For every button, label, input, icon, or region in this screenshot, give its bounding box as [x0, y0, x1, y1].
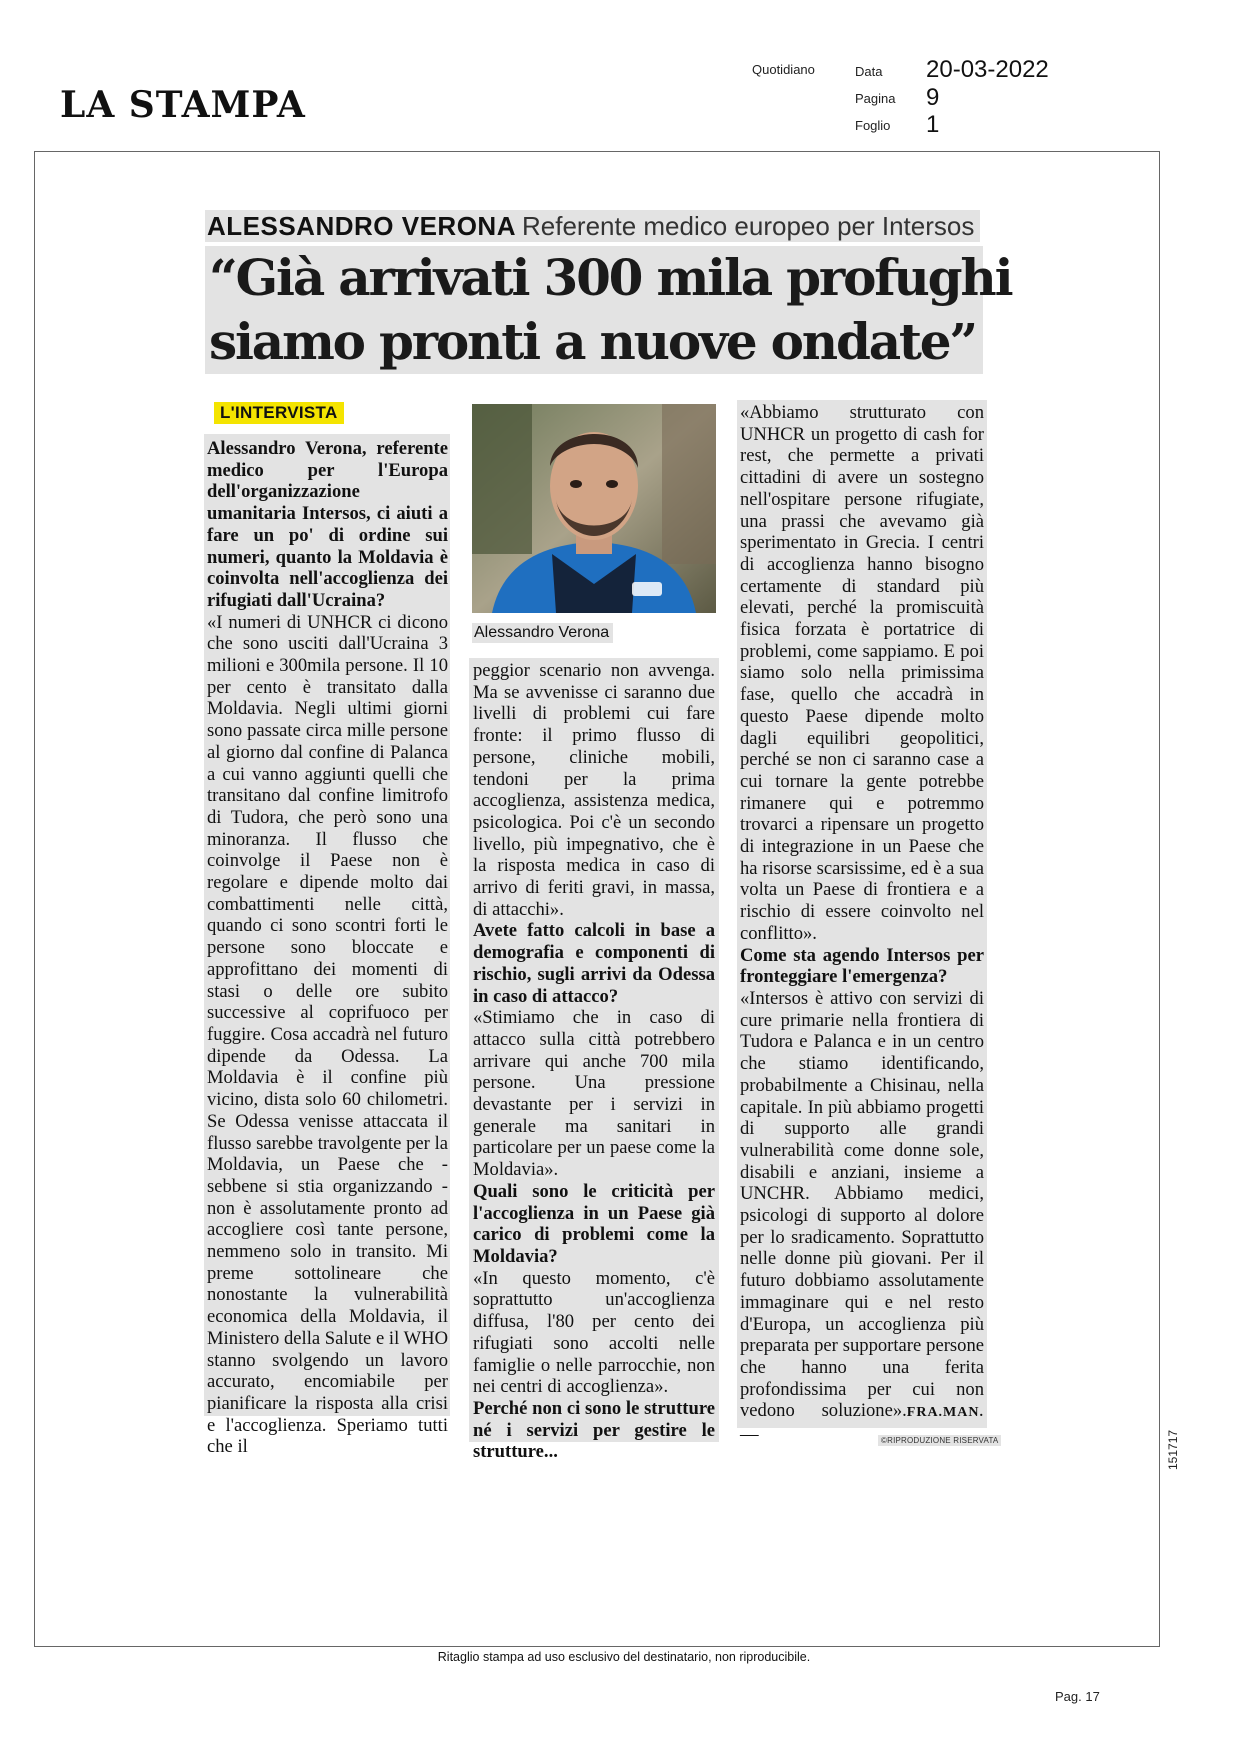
article-column-1 — [204, 434, 450, 1458]
answer-1: «I numeri di UNHCR ci dicono che sono usciti dall'Ucraina 3 milioni e 300mila persone. Il 10 per cento è transitato dalla Moldavia. Negli ultimi giorni sono passate circa mille persone al giorno dal confine di Palanca a cui vanno aggiunti quelli che transitano dal confine limitrofo di Tudora, che però sono una minoranza. Il flusso che coinvolge il Paese non è regolare e dipende molto dai combattimenti nelle città, quando ci sono scontri forti le persone sono bloccate e approfittano dei momenti di stasi o delle ore subito successive al coprifuoco per fuggire. Cosa accadrà nel futuro dipende da Odessa. La Moldavia è il confine più vicino, dista solo 60 chilometri. Se Odessa venisse attaccata il flusso sarebbe travolgente per la Moldavia, un Paese che - sebbene si stia organizzando - non è assolutamente pronto ad accogliere così tante persone, nemmeno solo in transito. Mi preme sottolineare che nonostante la vulnerabilità economica della Moldavia, il Ministero della Salute e il WHO stanno svolgendo un lavoro accurato, encomiabile per pianificare la risposta alla crisi e l'accoglienza. Speriamo tutti che il — [207, 611, 448, 1458]
answer-5-block — [740, 988, 984, 1446]
sheet-label: Foglio — [855, 118, 891, 133]
copyright-notice: ©RIPRODUZIONE RISERVATA — [878, 1435, 1001, 1446]
clipping-notice: Ritaglio stampa ad uso esclusivo del destinatario, non riproducibile. — [437, 1650, 811, 1664]
article-kicker — [205, 210, 980, 242]
publication-type: Quotidiano — [752, 62, 815, 77]
author-signature: FRA.MAN. — [906, 1405, 984, 1421]
page-number: Pag. 17 — [1055, 1689, 1100, 1704]
kicker-name: ALESSANDRO VERONA — [207, 210, 516, 241]
portrait-photo — [472, 404, 716, 613]
article-headline — [205, 246, 1012, 374]
date-value: 20-03-2022 — [926, 56, 1049, 83]
page-value: 9 — [926, 84, 940, 111]
page-label: Pagina — [855, 91, 896, 106]
answer-5: «Intersos è attivo con servizi di cure primarie nella frontiera di Tudora e Palanca e in un centro che stiamo identificando, probabilmente a Chisinau, nella capitale. In più abbiamo progetti di supporto alle grandi vulnerabilità come donne sole, disabili e anziani, insieme a UNCHR. Abbiamo medici, psicologi di supporto al dolore per lo sradicamento. Soprattutto nelle donne più giovani. Per il futuro dobbiamo assolutamente immaginare qui e nel resto d'Europa, un accoglienza più preparata per supportare persone che hanno una ferita profondissima per cui non vedono soluzione». — [740, 987, 984, 1422]
section-label: L'INTERVISTA — [214, 402, 344, 424]
article-column-2 — [469, 658, 719, 1463]
answer-3: «In questo momento, c'è soprattutto un'accoglienza diffusa, l'80 per cento dei rifugiati sono accolti nelle famiglie o nelle parrocchie, non nei centri di accoglienza». — [473, 1267, 715, 1398]
newspaper-masthead: LA STAMPA — [60, 84, 306, 126]
vertical-code: 151717 — [1166, 1429, 1180, 1470]
answer-2: «Stimiamo che in caso di attacco sulla città potrebbero arrivare qui anche 700 mila persone. Una pressione devastante per i servizi in generale ma sanitari in particolare per un paese come la Moldavia». — [473, 1007, 715, 1181]
kicker-role: Referente medico europeo per Intersos — [521, 210, 975, 241]
photo-caption: Alessandro Verona — [472, 623, 613, 643]
question-4: Perché non ci sono le strutture né i servizi per gestire le strutture... — [473, 1397, 715, 1463]
question-1: Alessandro Verona, referente medico per l'Europa dell'organizzazione umanitaria Intersos, ci aiuti a fare un po' di ordine sui numeri, quanto la Moldavia è coinvolta nell'accoglienza dei rifugiati dall'Ucraina? — [207, 438, 448, 611]
headline-line-2: siamo pronti a nuove ondate” — [209, 312, 976, 371]
question-5: Come sta agendo Intersos per fronteggiare l'emergenza? — [740, 944, 984, 988]
sheet-value: 1 — [926, 111, 940, 138]
answer-1-continued: peggior scenario non avvenga. Ma se avvenisse ci saranno due livelli di problemi cui fare fronte: il primo flusso di persone, cliniche mobili, tendoni per la prima accoglienza, assistenza medica, psicologica. Poi c'è un secondo livello, più impegnativo, che è la risposta medica in caso di arrivo di feriti gravi, in massa, di attacchi». — [473, 660, 715, 920]
question-2: Avete fatto calcoli in base a demografia e componenti di rischio, sugli arrivi da Odessa in caso di attacco? — [473, 920, 715, 1007]
headline-line-1: “Già arrivati 300 mila profughi — [209, 248, 1012, 307]
question-3: Quali sono le criticità per l'accoglienza in un Paese già carico di problemi come la Moldavia? — [473, 1180, 715, 1267]
answer-4: «Abbiamo strutturato con UNHCR un progetto di cash for rest, che permette a privati cittadini di avere un sostegno nell'ospitare persone rifugiate, una prassi che avevamo già sperimentato in Grecia. I centri di accoglienza hanno bisogno certamente di standard più elevati, perché la promiscuità fisica forzata è portatrice di problemi, come sappiamo. E poi siamo solo nella primissima fase, quello che accadrà in questo Paese dipende molto dagli equilibri geopolitici, perché se non ci saranno case a cui tornare la gente potrebbe rimanere qui e potremmo trovarci a ripensare un progetto di integrazione in un Paese che ha risorse scarsissime, ed è a sua volta un Paese di frontiera e a rischio di essere coinvolto nel conflitto». — [740, 402, 984, 944]
signature-dash: — — [740, 1424, 759, 1446]
date-label: Data — [855, 64, 883, 79]
